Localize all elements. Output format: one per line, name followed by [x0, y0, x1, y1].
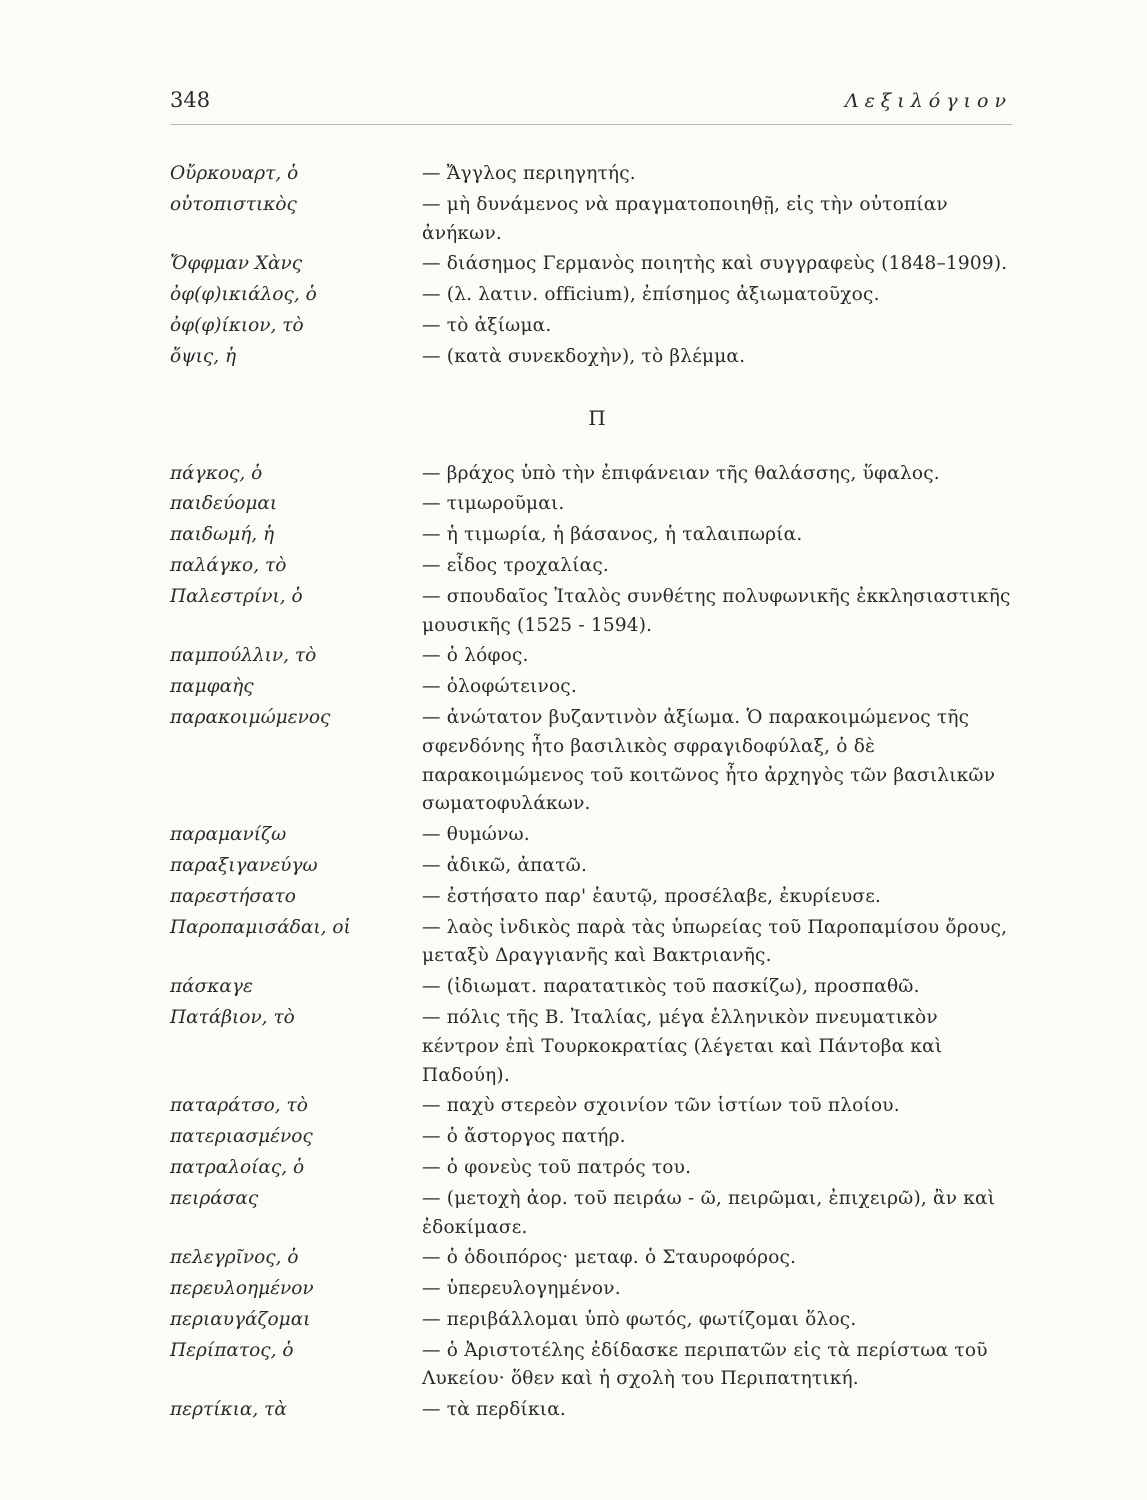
entry-term: ὄψις, ἡ [170, 345, 237, 367]
glossary-entry [170, 490, 1020, 519]
entry-term: περευλοημένον [170, 1278, 314, 1300]
glossary-entry [170, 552, 1020, 581]
entry-definition: — πόλις τῆς Β. Ἰταλίας, μέγα ἑλληνικὸν πνευματικὸν κέντρον ἐπὶ Τουρκοκρατίας (λέγεται καὶ Πάντοβα καὶ Παδούη). [422, 1006, 943, 1086]
entry-definition: — παχὺ στερεὸν σχοινίον τῶν ἱστίων τοῦ πλοίου. [422, 1095, 900, 1117]
entry-term: περιαυγάζομαι [170, 1308, 311, 1330]
glossary-entry [170, 1154, 1020, 1183]
entry-term: παμφαὴς [170, 676, 254, 698]
glossary-entry [170, 343, 1020, 372]
glossary-entry [170, 160, 1020, 189]
entry-definition: — ὁ ὁδοιπόρος· μεταφ. ὁ Σταυροφόρος. [422, 1247, 797, 1269]
glossary-entry [170, 973, 1020, 1002]
glossary-entry [170, 1092, 1020, 1121]
glossary-entry [170, 1337, 1020, 1395]
glossary-entry [170, 883, 1020, 912]
glossary-entry [170, 914, 1020, 972]
entries-pi [170, 460, 1020, 1426]
glossary-entry [170, 642, 1020, 671]
entry-definition: — μὴ δυνάμενος νὰ πραγματοποιηθῇ, εἰς τὴν οὐτοπίαν ἀνήκων. [422, 193, 948, 244]
entry-definition: — περιβάλλομαι ὑπὸ φωτός, φωτίζομαι ὅλος. [422, 1308, 857, 1330]
glossary-entry [170, 1185, 1020, 1243]
glossary-entry [170, 704, 1020, 819]
entry-definition: — τὰ περδίκια. [422, 1399, 566, 1421]
glossary-entry [170, 1123, 1020, 1152]
section-letter: Π [588, 405, 606, 430]
entry-term: ὀφ(φ)ίκιον, τὸ [170, 314, 304, 336]
entry-term: παρεστήσατο [170, 885, 296, 907]
glossary-entry [170, 281, 1020, 310]
entry-term: Οὔρκουαρτ, ὁ [170, 163, 299, 184]
entry-term: παταράτσο, τὸ [170, 1095, 308, 1117]
glossary-entry [170, 460, 1020, 489]
entry-definition: — διάσημος Γερμανὸς ποιητὴς καὶ συγγραφεὺς (1848–1909). [422, 253, 1008, 275]
entry-definition: — ἀνώτατον βυζαντινὸν ἀξίωμα. Ὁ παρακοιμώμενος τῆς σφενδόνης ἦτο βασιλικὸς σφραγιδοφύλαξ, ὁ δὲ παρακοιμώμενος τοῦ κοιτῶνος ἦτο ἀρχηγὸς τῶν βασιλικῶν σωματοφυλάκων. [422, 706, 996, 815]
entry-term: Ὄφφμαν Χὰνς [170, 253, 303, 275]
glossary-entry [170, 1306, 1020, 1335]
entry-definition: — βράχος ὑπὸ τὴν ἐπιφάνειαν τῆς θαλάσσης, ὕφαλος. [422, 462, 940, 484]
glossary-entry [170, 312, 1020, 341]
entry-term: Παλεστρίνι, ὁ [170, 585, 303, 607]
entry-term: Παροπαμισάδαι, οἱ [170, 916, 351, 938]
page-number: 348 [170, 88, 211, 112]
entry-term: πειράσας [170, 1187, 259, 1209]
entry-definition: — ὁ ἄστοργος πατήρ. [422, 1126, 626, 1148]
glossary-entry [170, 673, 1020, 702]
entry-definition: — τὸ ἀξίωμα. [422, 314, 552, 336]
entries-omicron [170, 160, 1020, 372]
entry-term: παμπούλλιν, τὸ [170, 645, 317, 667]
entry-definition: — Ἄγγλος περιηγητής. [422, 163, 636, 184]
entry-definition: — εἶδος τροχαλίας. [422, 554, 610, 576]
entry-term: παιδεύομαι [170, 493, 278, 515]
entry-definition: — λαὸς ἰνδικὸς παρὰ τὰς ὑπωρείας τοῦ Παροπαμίσου ὄρους, μεταξὺ Δραγγιανῆς καὶ Βακτριανῆς. [422, 916, 1008, 967]
page-header [170, 88, 1012, 120]
entry-definition: — σπουδαῖος Ἰταλὸς συνθέτης πολυφωνικῆς ἐκκλησιαστικῆς μουσικῆς (1525 - 1594). [422, 585, 1011, 636]
glossary-entry [170, 191, 1020, 249]
entry-definition: — τιμωροῦμαι. [422, 493, 565, 515]
entry-term: παραμανίζω [170, 824, 287, 846]
entry-definition: — ὁλοφώτεινος. [422, 676, 577, 698]
entry-term: παρακοιμώμενος [170, 706, 331, 728]
entry-term: Περίπατος, ὁ [170, 1339, 294, 1361]
entry-term: πατραλοίας, ὁ [170, 1156, 305, 1178]
entry-term: περτίκια, τὰ [170, 1399, 287, 1421]
entry-definition: — ὁ λόφος. [422, 645, 529, 667]
entry-term: παιδωμή, ἡ [170, 524, 275, 546]
entry-definition: — ἀδικῶ, ἀπατῶ. [422, 854, 588, 876]
entry-definition: — ἐστήσατο παρ' ἑαυτῷ, προσέλαβε, ἐκυρίευσε. [422, 885, 882, 907]
running-head: Λεξιλόγιον [844, 90, 1012, 112]
entry-definition: — θυμώνω. [422, 824, 530, 846]
entry-term: πάγκος, ὁ [170, 462, 263, 484]
glossary-entry [170, 1004, 1020, 1090]
entry-definition: — (λ. λατιν. officium), ἐπίσημος ἀξιωματοῦχος. [422, 284, 880, 306]
glossary-entry [170, 1275, 1020, 1304]
entry-term: παραξιγανεύγω [170, 854, 318, 876]
glossary-entry [170, 521, 1020, 550]
entry-definition: — ὁ Ἀριστοτέλης ἐδίδασκε περιπατῶν εἰς τὰ περίστωα τοῦ Λυκείου· ὅθεν καὶ ἡ σχολὴ του Περιπατητική. [422, 1339, 988, 1390]
entry-term: ὀφ(φ)ικιάλος, ὁ [170, 284, 317, 306]
glossary-body [170, 160, 1020, 1427]
entry-term: πάσκαγε [170, 976, 253, 998]
glossary-entry [170, 821, 1020, 850]
entry-term: Πατάβιον, τὸ [170, 1006, 295, 1028]
entry-definition: — (ἰδιωματ. παρατατικὸς τοῦ πασκίζω), προσπαθῶ. [422, 976, 920, 998]
entry-definition: — ὑπερευλογημένον. [422, 1278, 621, 1300]
glossary-entry [170, 1244, 1020, 1273]
glossary-entry [170, 852, 1020, 881]
entry-definition: — (μετοχὴ ἀορ. τοῦ πειράω - ῶ, πειρῶμαι, ἐπιχειρῶ), ἂν καὶ ἐδοκίμασε. [422, 1187, 996, 1238]
glossary-entry [170, 1396, 1020, 1425]
entry-term: πατεριασμένος [170, 1126, 313, 1148]
glossary-entry [170, 250, 1020, 279]
entry-definition: — (κατὰ συνεκδοχὴν), τὸ βλέμμα. [422, 345, 746, 367]
glossary-entry [170, 583, 1020, 641]
entry-term: παλάγκο, τὸ [170, 554, 287, 576]
entry-definition: — ἡ τιμωρία, ἡ βάσανος, ἡ ταλαιπωρία. [422, 524, 803, 546]
entry-definition: — ὁ φονεὺς τοῦ πατρός του. [422, 1156, 692, 1178]
entry-term: πελεγρῖνος, ὁ [170, 1247, 299, 1269]
header-rule [170, 124, 1012, 125]
entry-term: οὐτοπιστικὸς [170, 193, 297, 215]
